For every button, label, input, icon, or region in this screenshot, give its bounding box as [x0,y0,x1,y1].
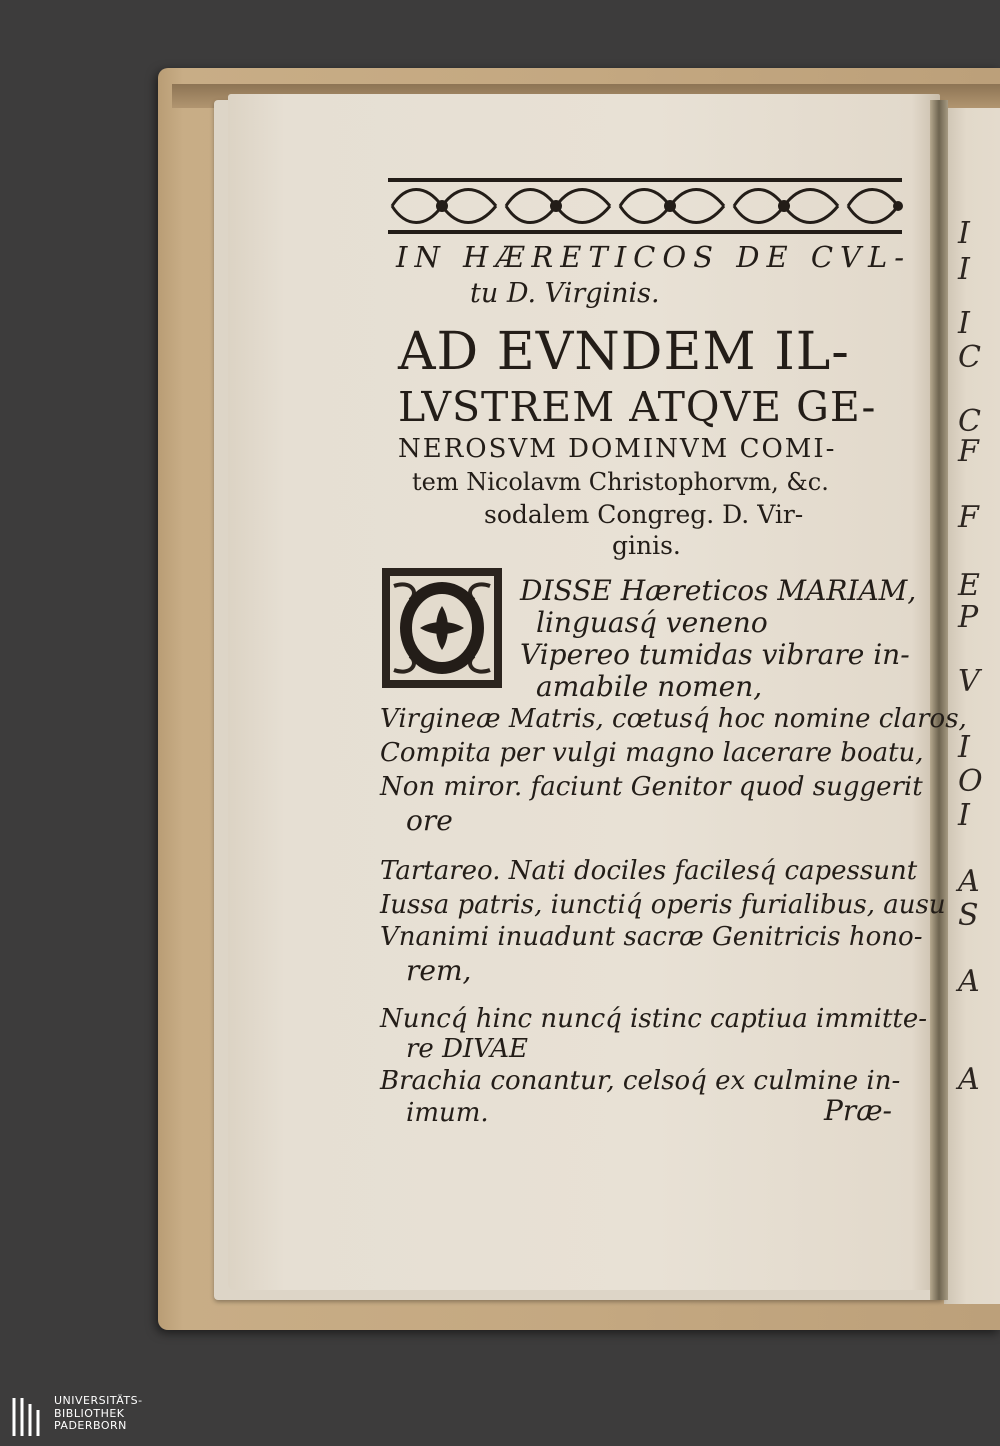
verse-line: Vnanimi inuadunt sacræ Genitricis hono- [380,922,923,952]
facing-letter: A [958,964,980,999]
library-logo-icon [8,1394,48,1440]
facing-letter: F [958,500,979,535]
facing-letter: F [958,434,979,469]
verse-line: amabile nomen, [536,670,763,703]
logo-line: UNIVERSITÄTS- [54,1394,143,1407]
logo-line: BIBLIOTHEK [54,1406,125,1420]
facing-letter: E [958,568,980,603]
facing-letter: O [958,764,983,799]
heading-line-1: IN HÆRETICOS DE CVL- [396,240,912,274]
heading-line-2: tu D. Virginis. [470,278,660,309]
facing-letter: P [958,600,979,635]
verse-line: imum. [406,1098,489,1128]
verse-line: Vipereo tumidas vibrare in- [520,638,910,671]
verse-line: ore [406,804,453,837]
catchword: Præ- [824,1094,893,1127]
verse-line: rem, [406,954,472,987]
verse-line: Tartareo. Nati dociles facilesq́ capessunt [380,856,918,886]
verse-line: re DIVAE [406,1034,528,1064]
facing-letter: A [958,864,980,899]
title-line: LVSTREM ATQVE GE- [398,383,877,431]
facing-letter: I [958,252,970,287]
title-line: ginis. [612,531,681,560]
facing-letter: V [958,664,980,699]
verse-line: Virgineæ Matris, cœtusq́ hoc nomine claros, [380,704,967,734]
logo-line: PADERBORN [54,1419,127,1432]
verse-line: Nuncq́ hinc nuncq́ istinc captiua immitte- [380,1004,928,1034]
library-logo-text [54,1395,143,1433]
svg-text:O: O [441,640,443,641]
verse-line: Brachia conantur, celsoq́ ex culmine in- [380,1066,901,1096]
facing-letter: I [958,216,970,251]
decorated-initial-icon [380,566,504,690]
title-line: NEROSVM DOMINVM COMI- [398,434,837,464]
facing-letter: C [958,340,981,375]
facing-letter: A [958,1062,980,1097]
verse-line: Iussa patris, iunctiq́ operis furialibus, ausu [380,890,946,920]
facing-letter: C [958,404,981,439]
title-line: AD EVNDEM IL- [398,322,850,382]
facing-letter: I [958,730,970,765]
title-line: sodalem Congreg. D. Vir- [484,500,804,529]
ornament-band-icon [386,176,904,236]
verse-line: linguasq́ veneno [536,606,768,639]
facing-letter: I [958,306,970,341]
title-line: tem Nicolavm Christophorvm, &c. [412,468,829,496]
verse-line: DISSE Hæreticos MARIAM, [520,574,917,607]
facing-letter: I [958,798,970,833]
verse-line: Compita per vulgi magno lacerare boatu, [380,738,924,768]
verse-line: Non miror. faciunt Genitor quod suggerit [380,772,923,802]
facing-letter: S [958,898,979,933]
library-logo [0,1386,200,1446]
